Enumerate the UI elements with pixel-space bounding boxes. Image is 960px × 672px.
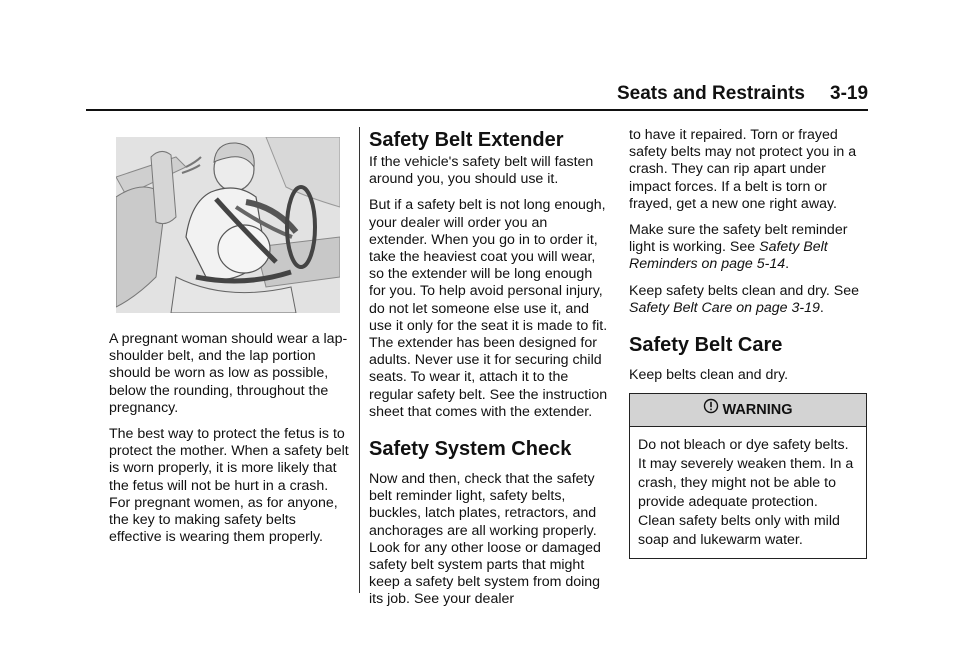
page-number: 3-19: [830, 83, 869, 104]
repair-paragraph: to have it repaired. Torn or frayed safety belts may not protect you in a crash. They can rip apart under impact forces. If a belt is torn or frayed, get a new one right away.: [629, 127, 857, 212]
pregnant-woman-seatbelt-illustration: [116, 137, 340, 313]
extender-heading: Safety Belt Extender: [369, 129, 564, 151]
fetus-protection-paragraph: The best way to protect the fetus is to protect the mother. When a safety belt is worn properly, it is more likely that the fetus will not be hurt in a crash. For pregnant women, as for anyone, the key to making safety belts effective is wearing them properly.: [109, 426, 349, 546]
clean-text: Keep safety belts clean and dry. See: [629, 282, 860, 299]
warning-body: Do not bleach or dye safety belts. It may severely weaken them. In a crash, they might not be able to provide adequate protection. Clean safety belts only with mild soap and lukewarm water.: [638, 437, 854, 549]
extender-paragraph-1: If the vehicle's safety belt will fasten around you, you should use it.: [369, 154, 594, 188]
column-2: [369, 129, 609, 618]
header-rule: [86, 109, 868, 111]
warning-circle-icon: [703, 394, 719, 426]
warning-label: WARNING: [722, 402, 793, 419]
illustration-svg: [116, 137, 340, 313]
belt-care-paragraph: Keep belts clean and dry.: [629, 367, 789, 384]
clean-paragraph: [629, 283, 869, 317]
header-title: Seats and Restraints: [617, 83, 805, 104]
reminder-end: .: [785, 256, 790, 273]
column-divider: [359, 127, 360, 593]
reminder-reference: Safety Belt Reminders on page 5-14: [629, 239, 828, 273]
clean-reference: Safety Belt Care on page 3-19: [629, 299, 820, 316]
warning-box: [629, 393, 867, 559]
extender-paragraph-2: But if a safety belt is not long enough, your dealer will order you an extender. When you go in to order it, take the heaviest coat you will wear, so the extender will be long enough for you. To help avoid personal injury, do not let someone else use it, and use it only for the seat it is made to fit. The extender has been designed for adults. Never use it for securing child seats. To wear it, attach it to the regular safety belt. See the instruction sheet that comes with the extender.: [369, 197, 608, 420]
reminder-paragraph: [629, 222, 869, 274]
system-check-heading: Safety System Check: [369, 438, 572, 461]
belt-care-heading: Safety Belt Care: [629, 334, 783, 357]
system-check-paragraph: Now and then, check that the safety belt reminder light, safety belts, buckles, latch plates, retractors, and anchorages are all working properly. Look for any other loose or damaged safety belt system parts that might keep a safety belt system from doing its job. See your dealer: [369, 471, 601, 608]
column-1: [109, 331, 349, 555]
reminder-text: Make sure the safety belt reminder light is working. See: [629, 222, 848, 256]
clean-end: .: [819, 299, 824, 316]
column-3: [629, 127, 869, 559]
illustration-caption: A pregnant woman should wear a lap-shoulder belt, and the lap portion should be worn as low as possible, below the rounding, throughout the pregnancy.: [109, 331, 348, 416]
warning-header: [630, 394, 866, 427]
